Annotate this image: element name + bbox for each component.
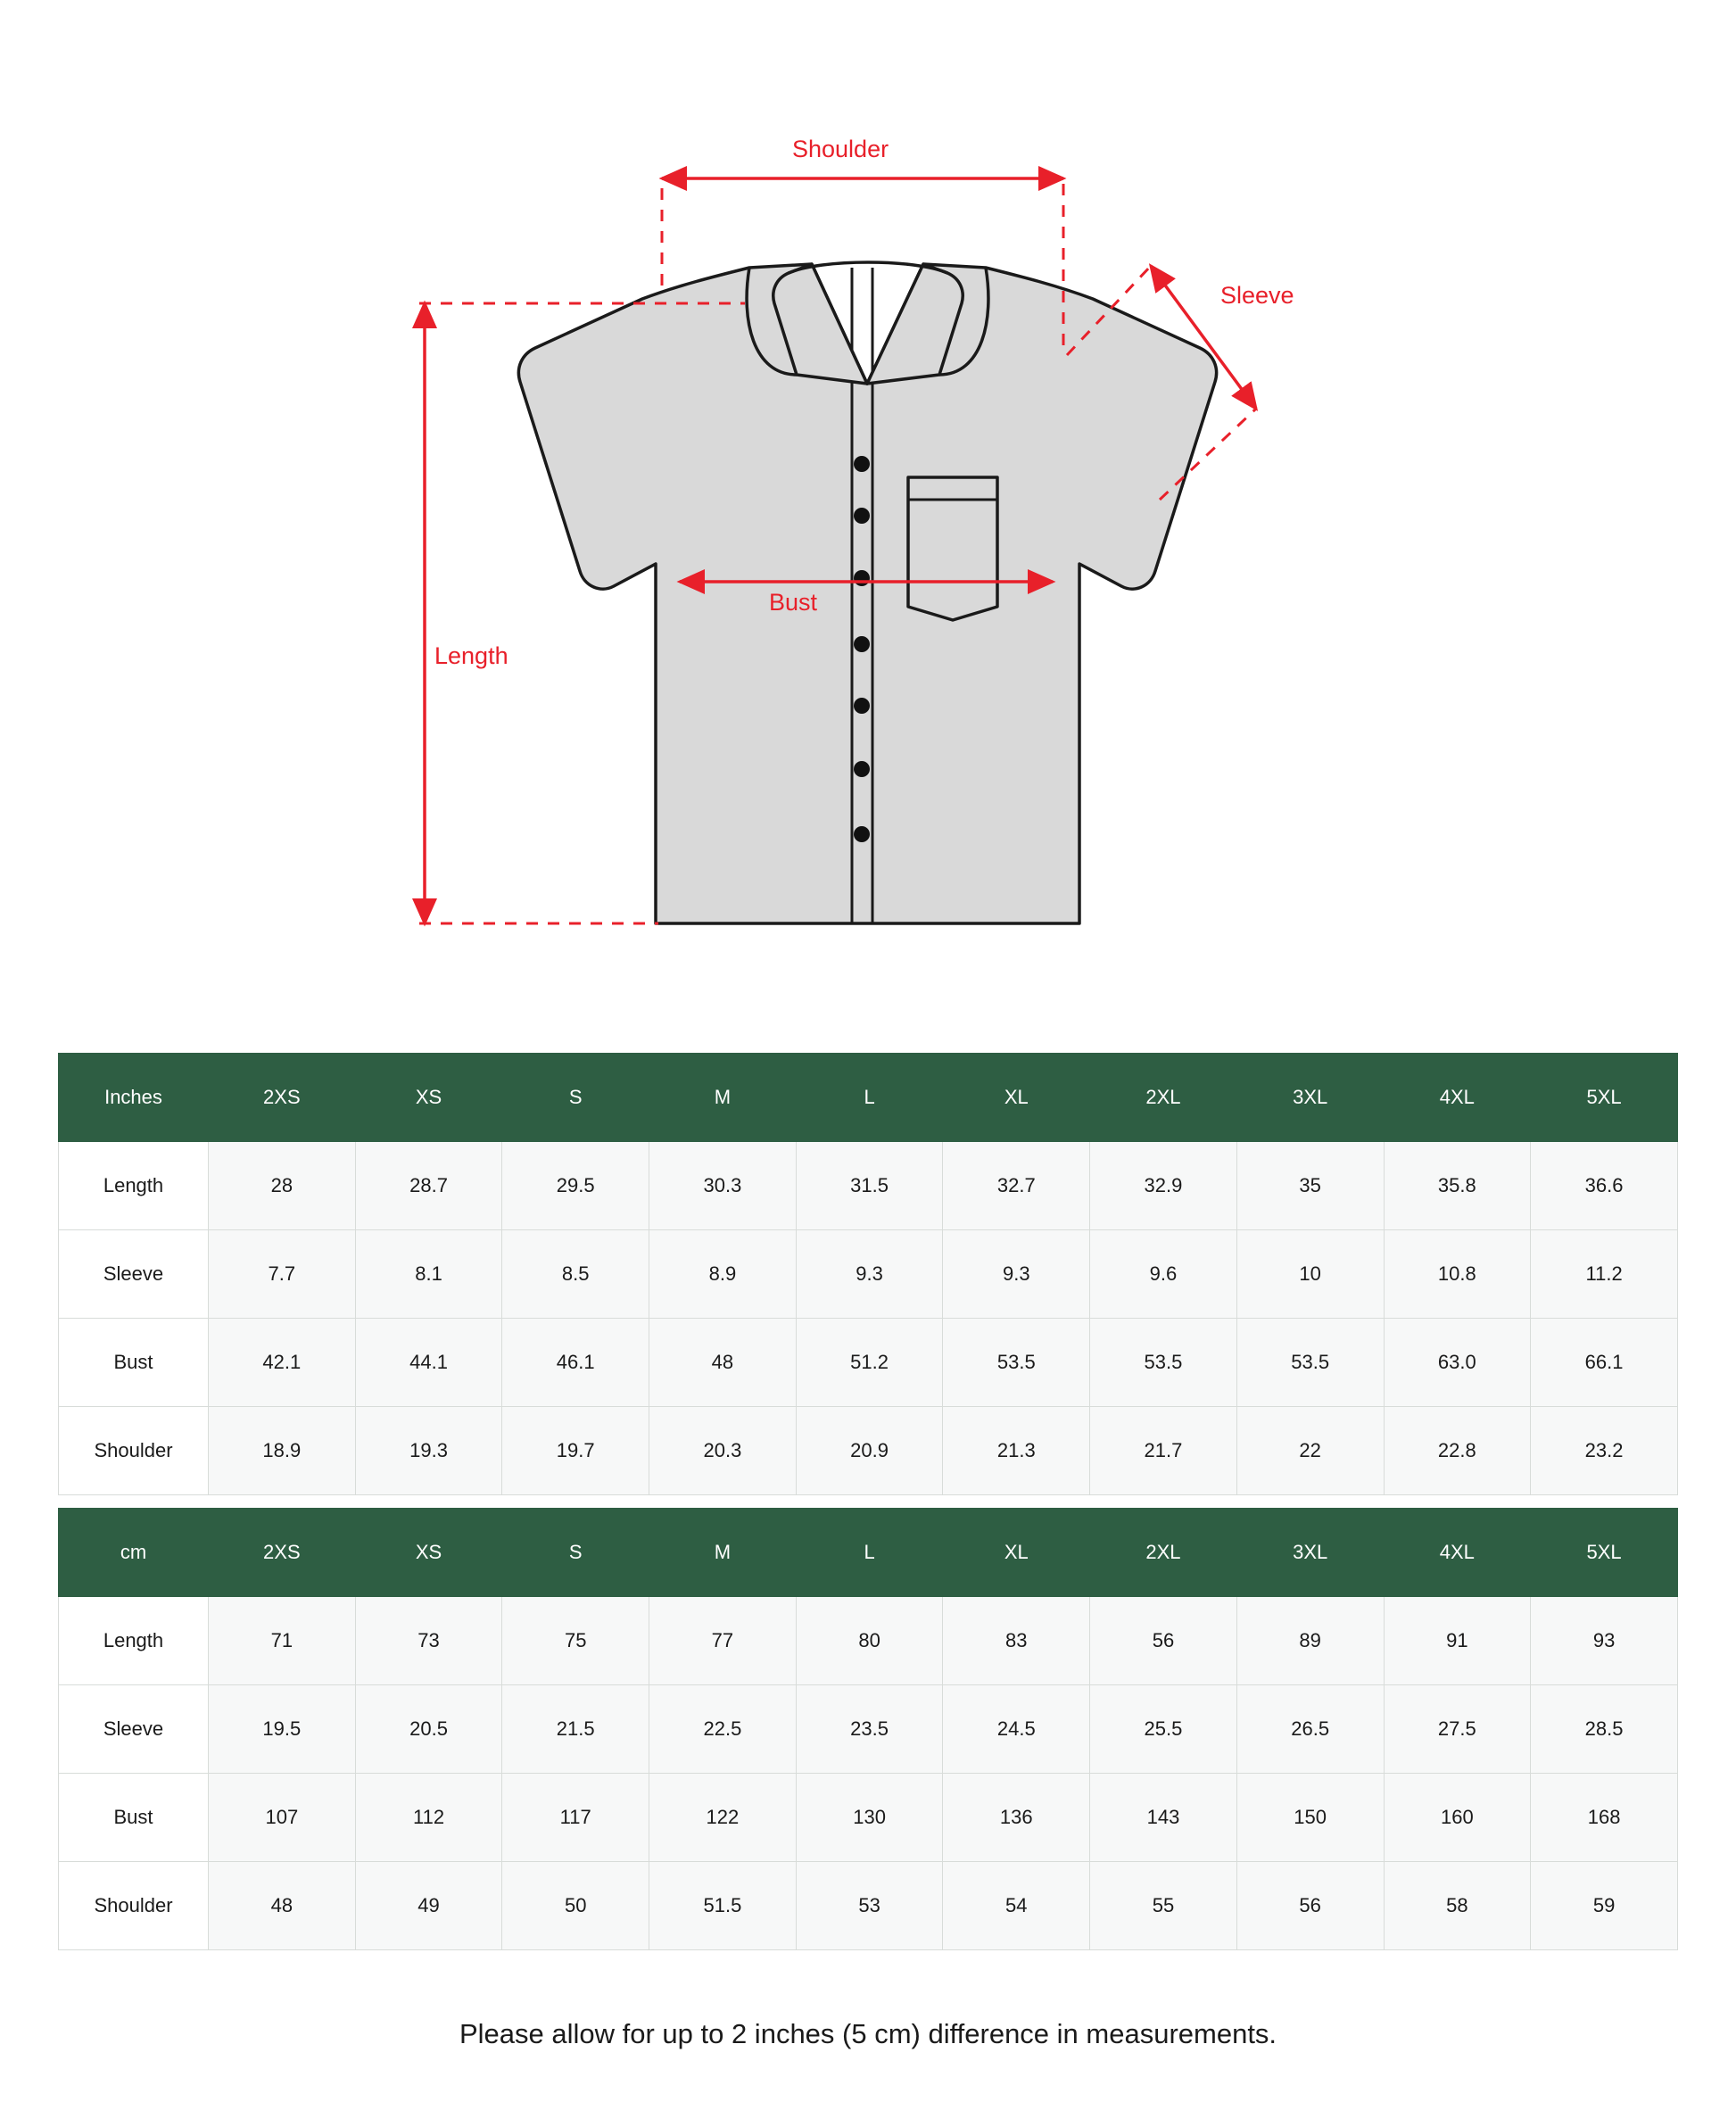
size-header-cell: 4XL [1384, 1509, 1531, 1597]
measurement-value-cell: 55 [1090, 1862, 1237, 1950]
measurement-value-cell: 10.8 [1384, 1230, 1531, 1319]
garment-measurement-diagram [0, 0, 1736, 1026]
measurement-value-cell: 27.5 [1384, 1685, 1531, 1774]
measurement-value-cell: 51.2 [796, 1319, 943, 1407]
measurement-value-cell: 22.8 [1384, 1407, 1531, 1495]
size-header-cell: 5XL [1531, 1054, 1678, 1142]
measurement-label-cell: Sleeve [59, 1685, 209, 1774]
measurement-value-cell: 58 [1384, 1862, 1531, 1950]
measurement-value-cell: 89 [1236, 1597, 1384, 1685]
measurement-value-cell: 53.5 [943, 1319, 1090, 1407]
measurement-disclaimer: Please allow for up to 2 inches (5 cm) difference in measurements. [459, 2018, 1277, 2049]
measurement-value-cell: 150 [1236, 1774, 1384, 1862]
measurement-value-cell: 9.6 [1090, 1230, 1237, 1319]
measurement-value-cell: 20.9 [796, 1407, 943, 1495]
shirt-body-shape [518, 262, 1216, 923]
measurement-value-cell: 30.3 [649, 1142, 797, 1230]
measurement-value-cell: 32.7 [943, 1142, 1090, 1230]
measurement-value-cell: 8.9 [649, 1230, 797, 1319]
length-label: Length [434, 642, 508, 669]
table-header-row [59, 1509, 1678, 1597]
size-header-cell: 2XL [1090, 1054, 1237, 1142]
measurement-value-cell: 160 [1384, 1774, 1531, 1862]
measurement-value-cell: 50 [502, 1862, 649, 1950]
measurement-value-cell: 11.2 [1531, 1230, 1678, 1319]
measurement-value-cell: 8.5 [502, 1230, 649, 1319]
size-header-cell: M [649, 1509, 797, 1597]
measurement-value-cell: 56 [1236, 1862, 1384, 1950]
measurement-value-cell: 20.3 [649, 1407, 797, 1495]
measurement-value-cell: 54 [943, 1862, 1090, 1950]
table-row [59, 1774, 1678, 1862]
measurement-value-cell: 28.7 [355, 1142, 502, 1230]
measurement-value-cell: 23.5 [796, 1685, 943, 1774]
size-table-inches [58, 1053, 1678, 1495]
measurement-value-cell: 44.1 [355, 1319, 502, 1407]
size-header-cell: L [796, 1509, 943, 1597]
measurement-label-cell: Sleeve [59, 1230, 209, 1319]
measurement-value-cell: 7.7 [209, 1230, 356, 1319]
measurement-value-cell: 9.3 [796, 1230, 943, 1319]
measurement-value-cell: 31.5 [796, 1142, 943, 1230]
shoulder-label: Shoulder [792, 136, 889, 162]
measurement-value-cell: 59 [1531, 1862, 1678, 1950]
table-row [59, 1319, 1678, 1407]
measurement-value-cell: 49 [355, 1862, 502, 1950]
measurement-value-cell: 80 [796, 1597, 943, 1685]
table-header-row [59, 1054, 1678, 1142]
size-header-cell: XS [355, 1054, 502, 1142]
size-table-inches-header [59, 1054, 1678, 1142]
size-table-cm [58, 1508, 1678, 1950]
size-header-cell: 3XL [1236, 1509, 1384, 1597]
measurement-value-cell: 36.6 [1531, 1142, 1678, 1230]
measurement-value-cell: 25.5 [1090, 1685, 1237, 1774]
size-header-cell: 2XS [209, 1509, 356, 1597]
measurement-value-cell: 117 [502, 1774, 649, 1862]
measurement-value-cell: 9.3 [943, 1230, 1090, 1319]
size-table-cm-container [58, 1508, 1678, 1950]
measurement-label-cell: Shoulder [59, 1862, 209, 1950]
measurement-value-cell: 35.8 [1384, 1142, 1531, 1230]
measurement-value-cell: 19.7 [502, 1407, 649, 1495]
table-row [59, 1862, 1678, 1950]
measurement-value-cell: 28.5 [1531, 1685, 1678, 1774]
measurement-value-cell: 19.5 [209, 1685, 356, 1774]
size-table-inches-body [59, 1142, 1678, 1495]
size-header-cell: 5XL [1531, 1509, 1678, 1597]
size-header-cell: 2XS [209, 1054, 356, 1142]
measurement-value-cell: 122 [649, 1774, 797, 1862]
size-header-cell: 4XL [1384, 1054, 1531, 1142]
measurement-label-cell: Length [59, 1142, 209, 1230]
unit-header-cell: Inches [59, 1054, 209, 1142]
measurement-value-cell: 51.5 [649, 1862, 797, 1950]
size-header-cell: S [502, 1509, 649, 1597]
size-header-cell: S [502, 1054, 649, 1142]
measurement-value-cell: 48 [209, 1862, 356, 1950]
measurement-value-cell: 53.5 [1236, 1319, 1384, 1407]
measurement-value-cell: 8.1 [355, 1230, 502, 1319]
table-row [59, 1142, 1678, 1230]
sleeve-label: Sleeve [1220, 282, 1294, 309]
measurement-label-cell: Bust [59, 1319, 209, 1407]
measurement-value-cell: 35 [1236, 1142, 1384, 1230]
measurement-value-cell: 48 [649, 1319, 797, 1407]
measurement-value-cell: 53 [796, 1862, 943, 1950]
size-table-inches-container [58, 1053, 1678, 1495]
measurement-value-cell: 107 [209, 1774, 356, 1862]
table-row [59, 1685, 1678, 1774]
measurement-value-cell: 20.5 [355, 1685, 502, 1774]
measurement-value-cell: 19.3 [355, 1407, 502, 1495]
measurement-value-cell: 112 [355, 1774, 502, 1862]
measurement-value-cell: 63.0 [1384, 1319, 1531, 1407]
measurement-value-cell: 56 [1090, 1597, 1237, 1685]
table-row [59, 1407, 1678, 1495]
table-row [59, 1230, 1678, 1319]
measurement-value-cell: 53.5 [1090, 1319, 1237, 1407]
table-row [59, 1597, 1678, 1685]
measurement-value-cell: 21.5 [502, 1685, 649, 1774]
measurement-value-cell: 18.9 [209, 1407, 356, 1495]
measurement-value-cell: 29.5 [502, 1142, 649, 1230]
measurement-value-cell: 22.5 [649, 1685, 797, 1774]
measurement-value-cell: 168 [1531, 1774, 1678, 1862]
measurement-value-cell: 136 [943, 1774, 1090, 1862]
size-header-cell: XS [355, 1509, 502, 1597]
size-header-cell: XL [943, 1509, 1090, 1597]
measurement-label-cell: Bust [59, 1774, 209, 1862]
measurement-value-cell: 21.7 [1090, 1407, 1237, 1495]
measurement-label-cell: Length [59, 1597, 209, 1685]
measurement-value-cell: 24.5 [943, 1685, 1090, 1774]
size-header-cell: 2XL [1090, 1509, 1237, 1597]
measurement-value-cell: 143 [1090, 1774, 1237, 1862]
measurement-value-cell: 32.9 [1090, 1142, 1237, 1230]
size-header-cell: 3XL [1236, 1054, 1384, 1142]
bust-label: Bust [769, 589, 818, 616]
unit-header-cell: cm [59, 1509, 209, 1597]
measurement-value-cell: 83 [943, 1597, 1090, 1685]
size-table-cm-body [59, 1597, 1678, 1950]
measurement-value-cell: 73 [355, 1597, 502, 1685]
size-table-cm-header [59, 1509, 1678, 1597]
size-header-cell: L [796, 1054, 943, 1142]
measurement-value-cell: 23.2 [1531, 1407, 1678, 1495]
measurement-value-cell: 42.1 [209, 1319, 356, 1407]
measurement-value-cell: 71 [209, 1597, 356, 1685]
measurement-value-cell: 46.1 [502, 1319, 649, 1407]
measurement-value-cell: 91 [1384, 1597, 1531, 1685]
measurement-value-cell: 26.5 [1236, 1685, 1384, 1774]
measurement-label-cell: Shoulder [59, 1407, 209, 1495]
measurement-value-cell: 77 [649, 1597, 797, 1685]
measurement-value-cell: 10 [1236, 1230, 1384, 1319]
measurement-value-cell: 75 [502, 1597, 649, 1685]
measurement-value-cell: 66.1 [1531, 1319, 1678, 1407]
measurement-value-cell: 93 [1531, 1597, 1678, 1685]
size-header-cell: XL [943, 1054, 1090, 1142]
measurement-value-cell: 28 [209, 1142, 356, 1230]
measurement-value-cell: 130 [796, 1774, 943, 1862]
measurement-value-cell: 22 [1236, 1407, 1384, 1495]
size-header-cell: M [649, 1054, 797, 1142]
measurement-value-cell: 21.3 [943, 1407, 1090, 1495]
